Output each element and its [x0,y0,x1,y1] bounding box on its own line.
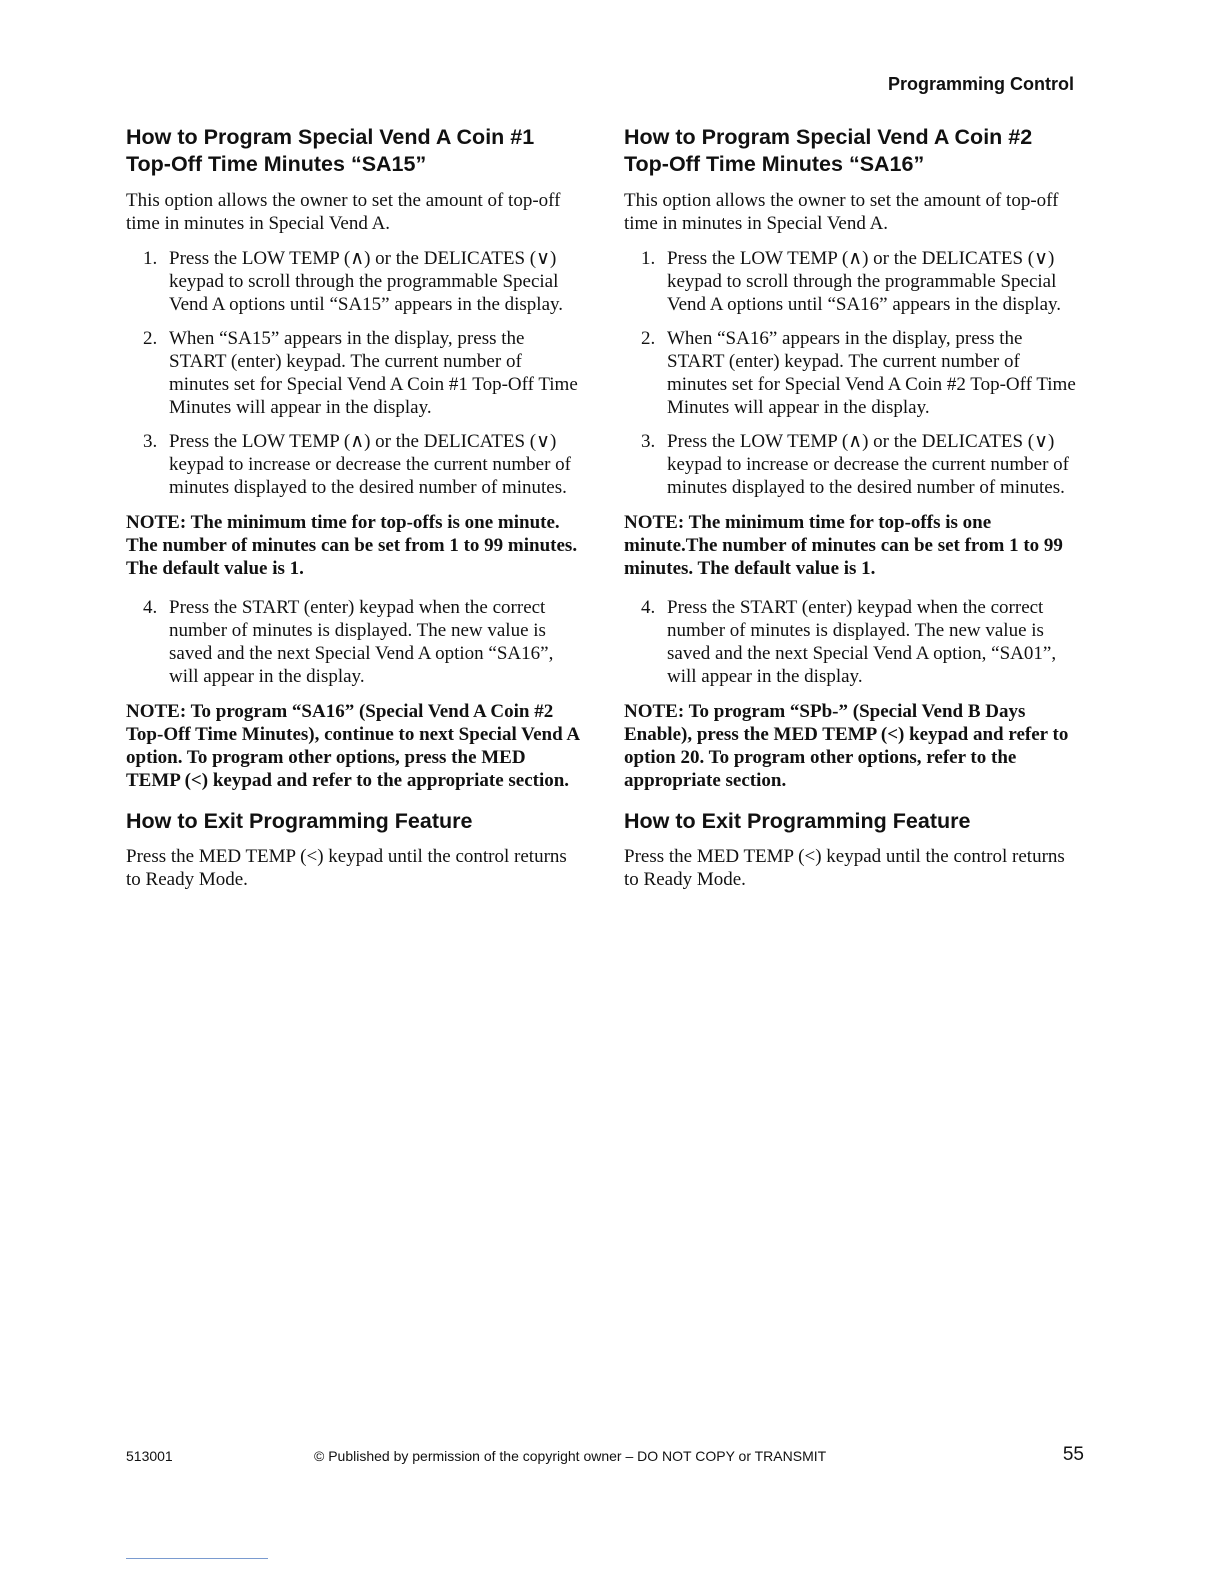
note: NOTE: The minimum time for top-offs is one minute. The number of minutes can be set from 1 to 99 minutes. The default value is 1. [126,512,578,579]
step-text: Press the START (enter) keypad when the correct number of minutes is displayed. The new value is saved and the next Special Vend A option “SA16”, will appear in the display. [169,597,554,687]
step-number: 1. [641,248,656,269]
list-item [624,247,1079,316]
step-text: Press the LOW TEMP (∧) or the DELICATES (∨) keypad to increase or decrease the current number of minutes displayed to the desired number of minutes. [667,431,1069,498]
exit-text: Press the MED TEMP (<) keypad until the control returns to Ready Mode. [126,846,567,890]
section-title: How to Program Special Vend A Coin #1 Top-Off Time Minutes “SA15” [126,125,535,176]
step-list [624,247,1079,499]
step-number: 3. [641,431,656,452]
page-number: 55 [1062,1444,1084,1465]
list-item [624,327,1079,419]
step-text: Press the LOW TEMP (∧) or the DELICATES (∨) keypad to scroll through the programmable Special Vend A options until “SA15” appears in the display. [169,248,564,315]
section-title: How to Program Special Vend A Coin #2 Top-Off Time Minutes “SA16” [624,125,1033,176]
note: NOTE: To program “SPb-” (Special Vend B Days Enable), press the MED TEMP (<) keypad and refer to option 20. To program other options, refer to the appropriate section. [624,701,1069,791]
list-item [126,247,581,316]
step-list [126,247,581,499]
step-text: Press the LOW TEMP (∧) or the DELICATES (∨) keypad to scroll through the programmable Special Vend A options until “SA16” appears in the display. [667,248,1062,315]
intro-text: This option allows the owner to set the amount of top-off time in minutes in Special Vend A. [624,190,1059,234]
step-text: Press the START (enter) keypad when the correct number of minutes is displayed. The new value is saved and the next Special Vend A option, “SA01”, will appear in the display. [667,597,1057,687]
step-number: 4. [143,597,158,618]
exit-text: Press the MED TEMP (<) keypad until the control returns to Ready Mode. [624,846,1065,890]
copyright-notice: © Published by permission of the copyright owner – DO NOT COPY or TRANSMIT [314,1448,827,1464]
step-list [624,596,1079,688]
step-number: 2. [143,328,158,349]
list-item [624,596,1079,688]
step-number: 3. [143,431,158,452]
list-item [126,596,581,688]
list-item [126,430,581,499]
step-number: 2. [641,328,656,349]
step-number: 1. [143,248,158,269]
list-item [126,327,581,419]
note: NOTE: The minimum time for top-offs is one minute.The number of minutes can be set from 1 to 99 minutes. The default value is 1. [624,512,1063,579]
step-number: 4. [641,597,656,618]
right-column [624,124,1079,903]
note: NOTE: To program “SA16” (Special Vend A Coin #2 Top-Off Time Minutes), continue to next Special Vend A option. To program other options, press the MED TEMP (<) keypad and refer to the appropriate section. [126,701,580,791]
footer-rule [126,1558,268,1559]
step-list [126,596,581,688]
left-column [126,124,581,903]
exit-heading: How to Exit Programming Feature [126,809,473,833]
intro-text: This option allows the owner to set the amount of top-off time in minutes in Special Vend A. [126,190,561,234]
running-head: Programming Control [887,74,1074,94]
list-item [624,430,1079,499]
step-text: When “SA16” appears in the display, press the START (enter) keypad. The current number of minutes set for Special Vend A Coin #2 Top-Off Time Minutes will appear in the display. [667,328,1076,418]
document-number: 513001 [126,1448,173,1464]
step-text: Press the LOW TEMP (∧) or the DELICATES (∨) keypad to increase or decrease the current number of minutes displayed to the desired number of minutes. [169,431,571,498]
step-text: When “SA15” appears in the display, press the START (enter) keypad. The current number of minutes set for Special Vend A Coin #1 Top-Off Time Minutes will appear in the display. [169,328,578,418]
exit-heading: How to Exit Programming Feature [624,809,971,833]
